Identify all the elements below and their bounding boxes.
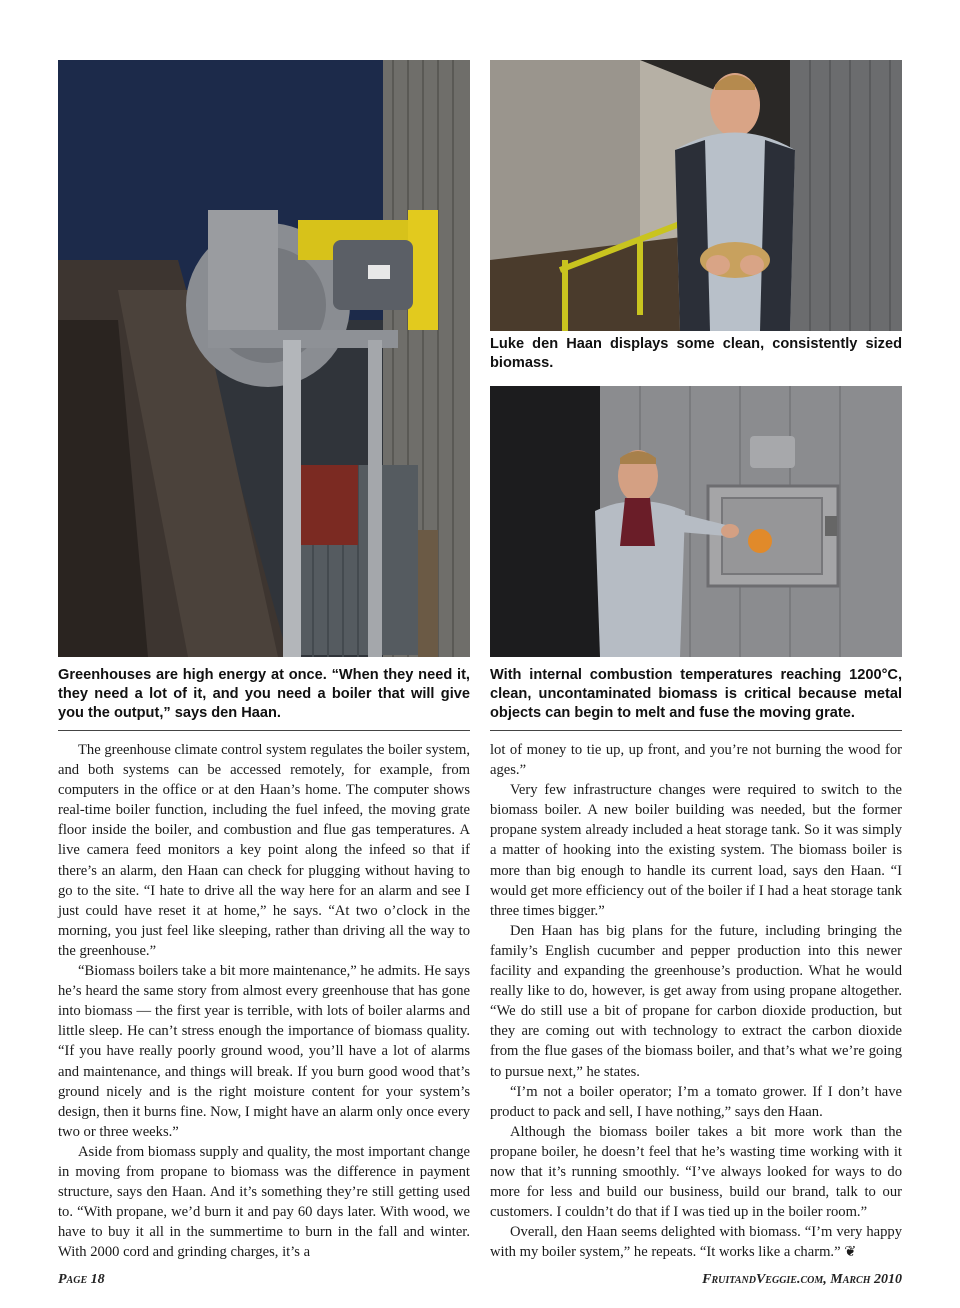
caption-divider-right bbox=[490, 730, 902, 731]
paragraph: Den Haan has big plans for the future, including bringing the family’s English cucumber and pepper production into this newer facility and expanding the greenhouse’s production. What he would really like to do, however, is get away from using propane altogether. “We do still use a bit of propane for carbon dioxide production, but they are coming out with technology to extract the carbon dioxide from the flue gases of the biomass boiler, and that’s what we’re going to pursue next,” he states. bbox=[490, 922, 902, 1080]
paragraph: “I’m not a boiler operator; I’m a tomato grower. If I don’t have product to pack and sell, I have nothing,” says den Haan. bbox=[490, 1083, 902, 1120]
paragraph: Very few infrastructure changes were required to switch to the biomass boiler. A new boiler building was needed, but the former propane system already included a heat storage tank. So it was simply a matter of hooking into the existing system. The biomass boiler is more than big enough to handle its current load, says den Haan. “I would get more efficiency out of the boiler if I had a heat storage tank three times bigger.” bbox=[490, 782, 902, 919]
paragraph-continued: lot of money to tie up, up front, and you’re not burning the wood for ages.” bbox=[490, 742, 902, 779]
article-column-1 bbox=[58, 740, 470, 1262]
publication-footer: FruitandVeggie.com, March 2010 bbox=[702, 1272, 902, 1287]
paragraph: Aside from biomass supply and quality, the most important change in moving from propane to biomass was the difference in payment structure, says den Haan. And it’s something they’re still getting used to. “With propane, we’d burn it and pay 60 days later. With wood, we have to buy it all in the summertime to burn in the fall and winter. With 2000 cord and grinding charges, it’s a bbox=[58, 1143, 470, 1261]
page-number: Page 18 bbox=[58, 1272, 105, 1287]
caption-bottom-right: With internal combustion temperatures reaching 1200°C, clean, uncontaminated biomass is critical because metal objects can begin to melt and fuse the moving grate. bbox=[490, 667, 902, 721]
biomass-hands-photo bbox=[490, 60, 902, 331]
caption-divider-left bbox=[58, 730, 470, 731]
article-column-2 bbox=[490, 740, 902, 1262]
paragraph: Overall, den Haan seems delighted with biomass. “I’m very happy with my boiler system,” he repeats. “It works like a charm.” ❦ bbox=[490, 1224, 902, 1261]
caption-left: Greenhouses are high energy at once. “When they need it, they need a lot of it, and you need a boiler that will give you the output,” says den Haan. bbox=[58, 667, 470, 721]
boiler-door-photo bbox=[490, 386, 902, 657]
caption-top-right: Luke den Haan displays some clean, consistently sized biomass. bbox=[490, 336, 902, 371]
paragraph: The greenhouse climate control system regulates the boiler system, and both systems can be accessed remotely, for example, from computers in the office or at den Haan’s home. The computer shows real-time boiler function, including the fuel infeed, the moving grate floor inside the boiler, and combustion and flue gas temperatures. A live camera feed monitors a key point along the infeed so that if there’s an alarm, den Haan can check for plugging without having to go to the site. “I hate to drive all the way here for an alarm and see I just could have reset it at home,” he says. “At two o’clock in the morning, you just feel like sleeping, rather than driving all the way to the greenhouse.” bbox=[58, 742, 470, 959]
paragraph: “Biomass boilers take a bit more maintenance,” he admits. He says he’s heard the same story from almost every greenhouse that has gone into biomass — the first year is terrible, with lots of boiler alarms and little sleep. He can’t stress enough the importance of biomass quality. “If you have really poorly ground wood, you’ll have a lot of alarms and maintenance, and things will break. If you burn good wood that’s ground nicely and is the right moisture content for your system’s design, then it burns fine. Now, I might have an alarm only once every two or three weeks.” bbox=[58, 963, 470, 1140]
paragraph: Although the biomass boiler takes a bit more work than the propane boiler, he doesn’t feel that he’s wasting time working with it now that it’s running smoothly. “I’ve always looked for ways to do more for less and build our business, build our brand, talk to our customers. I couldn’t do that if I was tied up in the boiler room.” bbox=[490, 1123, 902, 1221]
boiler-fan-photo bbox=[58, 60, 470, 657]
